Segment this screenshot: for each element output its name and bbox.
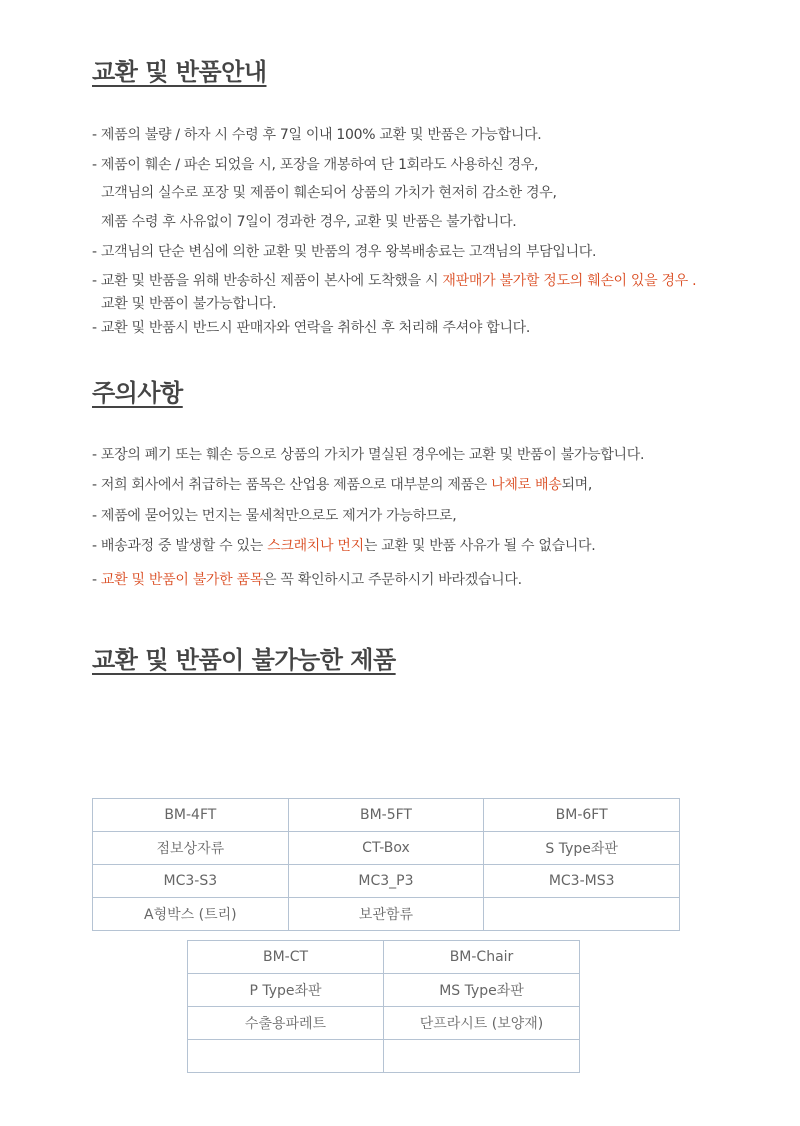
- exchange-guide-line: - 고객님의 단순 변심에 의한 교환 및 반품의 경우 왕복배송료는 고객님의 부담입니다.: [92, 244, 597, 260]
- table-cell: [384, 1040, 580, 1073]
- line-text: 는 교환 및 반품 사유가 될 수 없습니다.: [363, 538, 596, 554]
- table-cell: BM-Chair: [384, 941, 580, 974]
- table-cell: BM-4FT: [93, 799, 289, 832]
- highlight-text: 재판매가 불가할 정도의 훼손이 있을 경우: [442, 273, 688, 289]
- table-cell: A형박스 (트리): [93, 898, 289, 931]
- caution-line: [92, 474, 592, 494]
- table-cell: MC3_P3: [288, 865, 484, 898]
- highlight-text: 스크래치나 먼지: [267, 538, 364, 554]
- non-returnable-products-table: [92, 798, 680, 931]
- highlight-text: 교환 및 반품이 불가한 품목: [100, 572, 263, 588]
- table-row: [188, 941, 580, 974]
- line-text: - 교환 및 반품을 위해 반송하신 제품이 본사에 도착했을 시: [92, 273, 443, 289]
- table-cell: BM-5FT: [288, 799, 484, 832]
- line-text: - 배송과정 중 발생할 수 있는: [92, 538, 268, 554]
- line-text: - 저희 회사에서 취급하는 품목은 산업용 제품으로 대부분의 제품은: [92, 477, 492, 493]
- table-cell: P Type좌판: [188, 974, 384, 1007]
- table-cell: MC3-MS3: [484, 865, 680, 898]
- exchange-guide-line: - 교환 및 반품시 반드시 판매자와 연락을 취하신 후 처리해 주셔야 합니다.: [92, 320, 531, 336]
- exchange-guide-line: 교환 및 반품이 불가능합니다.: [101, 296, 277, 312]
- table-row: [93, 799, 680, 832]
- caution-line: - 포장의 폐기 또는 훼손 등으로 상품의 가치가 멸실된 경우에는 교환 및 반품이 불가능합니다.: [92, 447, 645, 463]
- table-row: [188, 974, 580, 1007]
- table-cell: 점보상자류: [93, 832, 289, 865]
- table-cell: CT-Box: [288, 832, 484, 865]
- table-row: [93, 865, 680, 898]
- table-cell: S Type좌판: [484, 832, 680, 865]
- exchange-guide-line: 제품 수령 후 사유없이 7일이 경과한 경우, 교환 및 반품은 불가합니다.: [101, 214, 517, 230]
- table-cell: 단프라시트 (보양재): [384, 1007, 580, 1040]
- table-cell: MC3-S3: [93, 865, 289, 898]
- caution-line: - 제품에 묻어있는 먼지는 물세척만으로도 제거가 가능하므로,: [92, 508, 457, 524]
- table-row: [188, 1040, 580, 1073]
- table-cell: MS Type좌판: [384, 974, 580, 1007]
- table-cell: [188, 1040, 384, 1073]
- exchange-guide-line: - 제품이 훼손 / 파손 되었을 시, 포장을 개봉하여 단 1회라도 사용하신 경우,: [92, 157, 539, 173]
- line-text: .: [687, 273, 697, 289]
- line-text: -: [92, 572, 101, 588]
- caution-line: [92, 569, 522, 589]
- table-cell: BM-CT: [188, 941, 384, 974]
- line-text: 은 꼭 확인하시고 주문하시기 바라겠습니다.: [262, 572, 522, 588]
- exchange-guide-line: 고객님의 실수로 포장 및 제품이 훼손되어 상품의 가치가 현저히 감소한 경우,: [101, 185, 557, 201]
- table-cell: [484, 898, 680, 931]
- highlight-text: 나체로 배송: [491, 477, 562, 493]
- line-text: 되며,: [561, 477, 593, 493]
- exchange-guide-title: 교환 및 반품안내: [92, 58, 267, 86]
- caution-line: [92, 535, 595, 555]
- table-cell: 수출용파레트: [188, 1007, 384, 1040]
- exchange-guide-line: - 제품의 불량 / 하자 시 수령 후 7일 이내 100% 교환 및 반품은 가능합니다.: [92, 127, 542, 143]
- table-row: [188, 1007, 580, 1040]
- table-cell: BM-6FT: [484, 799, 680, 832]
- table-row: [93, 832, 680, 865]
- table-row: [93, 898, 680, 931]
- table-cell: 보관함류: [288, 898, 484, 931]
- exchange-guide-line: [92, 270, 696, 290]
- non-returnable-title: 교환 및 반품이 불가능한 제품: [92, 646, 396, 674]
- caution-title: 주의사항: [92, 379, 183, 407]
- non-returnable-products-table-2: [187, 940, 580, 1073]
